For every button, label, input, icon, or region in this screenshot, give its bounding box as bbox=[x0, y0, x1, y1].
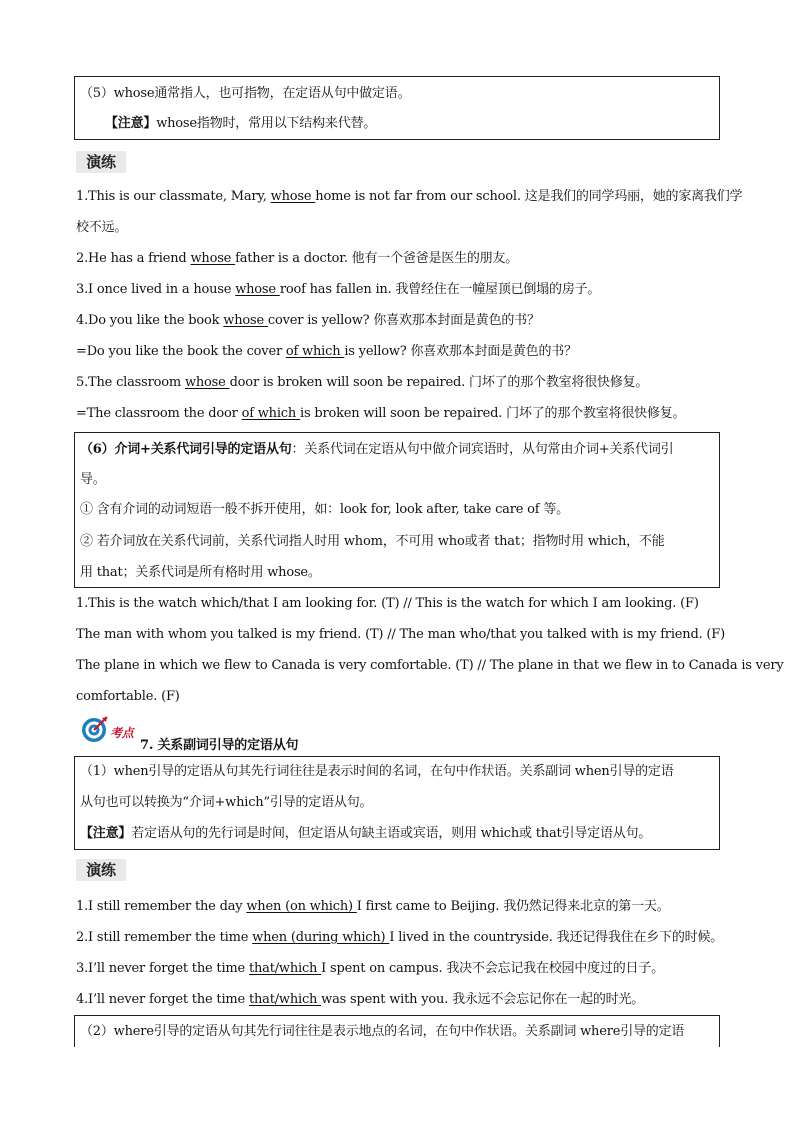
practice-label: 演练 bbox=[76, 151, 126, 173]
box-line: 用 that；关系代词是所有格时用 whose。 bbox=[80, 565, 321, 580]
example-sentence: 1.This is the watch which/that I am looking for. (T) // This is the watch for which I am looking. (F) bbox=[76, 596, 699, 611]
answer-underline: whose bbox=[223, 313, 268, 328]
section-heading: （6）介词+关系代词引导的定语从句 bbox=[80, 442, 292, 457]
note-box-preposition bbox=[74, 432, 720, 588]
example-sentence: 1.This is our classmate, Mary, whose home is not far from our school. 这是我们的同学玛丽，她的家离我们学 bbox=[76, 189, 743, 204]
box-line: （6）介词+关系代词引导的定语从句：关系代词在定语从句中做介词宾语时，从句常由介词+关系代词引 bbox=[80, 442, 674, 457]
box-line: （1）when引导的定语从句其先行词往往是表示时间的名词，在句中作状语。关系副词 when引导的定语 bbox=[80, 764, 674, 779]
example-sentence: 3.I once lived in a house whose roof has fallen in. 我曾经住在一幢屋顶已倒塌的房子。 bbox=[76, 282, 601, 297]
note-label: 【注意】 bbox=[80, 826, 132, 841]
answer-underline: that/which bbox=[248, 961, 322, 976]
example-sentence: The man with whom you talked is my friend. (T) // The man who/that you talked with is my friend. (F) bbox=[76, 627, 725, 642]
answer-underline: whose bbox=[184, 375, 230, 390]
note-label: 【注意】 bbox=[105, 116, 157, 131]
example-sentence: =Do you like the book the cover of which is yellow? 你喜欢那本封面是黄色的书？ bbox=[76, 344, 577, 359]
example-sentence: 2.I still remember the time when (during which) I lived in the countryside. 我还记得我住在乡下的时候。 bbox=[76, 930, 724, 945]
note-box-when bbox=[74, 756, 720, 850]
box-line bbox=[105, 115, 376, 133]
box-line: 从句也可以转换为“介词+which”引导的定语从句。 bbox=[80, 795, 373, 810]
example-sentence: 5.The classroom whose door is broken will soon be repaired. 门坏了的那个教室将很快修复。 bbox=[76, 375, 649, 390]
box-line: （2）where引导的定语从句其先行词往往是表示地点的名词，在句中作状语。关系副词 where引导的定语 bbox=[80, 1024, 685, 1039]
box-line: ① 含有介词的动词短语一般不拆开使用，如：look for, look after, take care of 等。 bbox=[80, 502, 569, 517]
example-sentence: 1.I still remember the day when (on which) I first came to Beijing. 我仍然记得来北京的第一天。 bbox=[76, 899, 670, 914]
note-box-whose bbox=[74, 76, 720, 140]
target-icon bbox=[80, 714, 110, 744]
box-line: 【注意】若定语从句的先行词是时间，但定语从句缺主语或宾语，则用 which或 that引导定语从句。 bbox=[80, 826, 652, 841]
answer-underline: that/which bbox=[248, 992, 322, 1007]
example-sentence: 2.He has a friend whose father is a doctor. 他有一个爸爸是医生的朋友。 bbox=[76, 251, 519, 266]
answer-underline: whose bbox=[190, 251, 236, 266]
kaodian-label: 考点 bbox=[110, 726, 134, 740]
answer-underline: whose bbox=[270, 189, 316, 204]
note-box-where bbox=[74, 1015, 720, 1047]
box-line: ② 若介词放在关系代词前，关系代词指人时用 whom，不可用 who或者 that；指物时用 which，不能 bbox=[80, 534, 665, 549]
box-line: 导。 bbox=[80, 472, 106, 487]
box-text: （5）whose通常指人，也可指物，在定语从句中做定语。 bbox=[80, 86, 411, 101]
box-line bbox=[80, 85, 410, 103]
answer-underline: whose bbox=[235, 282, 280, 297]
answer-underline: when (on which) bbox=[246, 899, 357, 914]
answer-underline: when (during which) bbox=[252, 930, 390, 945]
section-title: 7. 关系副词引导的定语从句 bbox=[140, 738, 299, 753]
example-sentence: The plane in which we flew to Canada is very comfortable. (T) // The plane in that we flew in to Canada is very bbox=[76, 658, 784, 673]
example-sentence: =The classroom the door of which is broken will soon be repaired. 门坏了的那个教室将很快修复。 bbox=[76, 406, 686, 421]
practice-label: 演练 bbox=[76, 859, 126, 881]
example-sentence: 3.I’ll never forget the time that/which I spent on campus. 我决不会忘记我在校园中度过的日子。 bbox=[76, 961, 664, 976]
box-text: whose指物时，常用以下结构来代替。 bbox=[156, 116, 377, 131]
example-sentence: 4.Do you like the book whose cover is yellow? 你喜欢那本封面是黄色的书？ bbox=[76, 313, 540, 328]
example-sentence: 4.I’ll never forget the time that/which was spent with you. 我永远不会忘记你在一起的时光。 bbox=[76, 992, 645, 1007]
answer-underline: of which bbox=[285, 344, 345, 359]
example-sentence: 校不远。 bbox=[76, 220, 128, 235]
answer-underline: of which bbox=[241, 406, 300, 421]
example-sentence: comfortable. (F) bbox=[76, 689, 180, 704]
